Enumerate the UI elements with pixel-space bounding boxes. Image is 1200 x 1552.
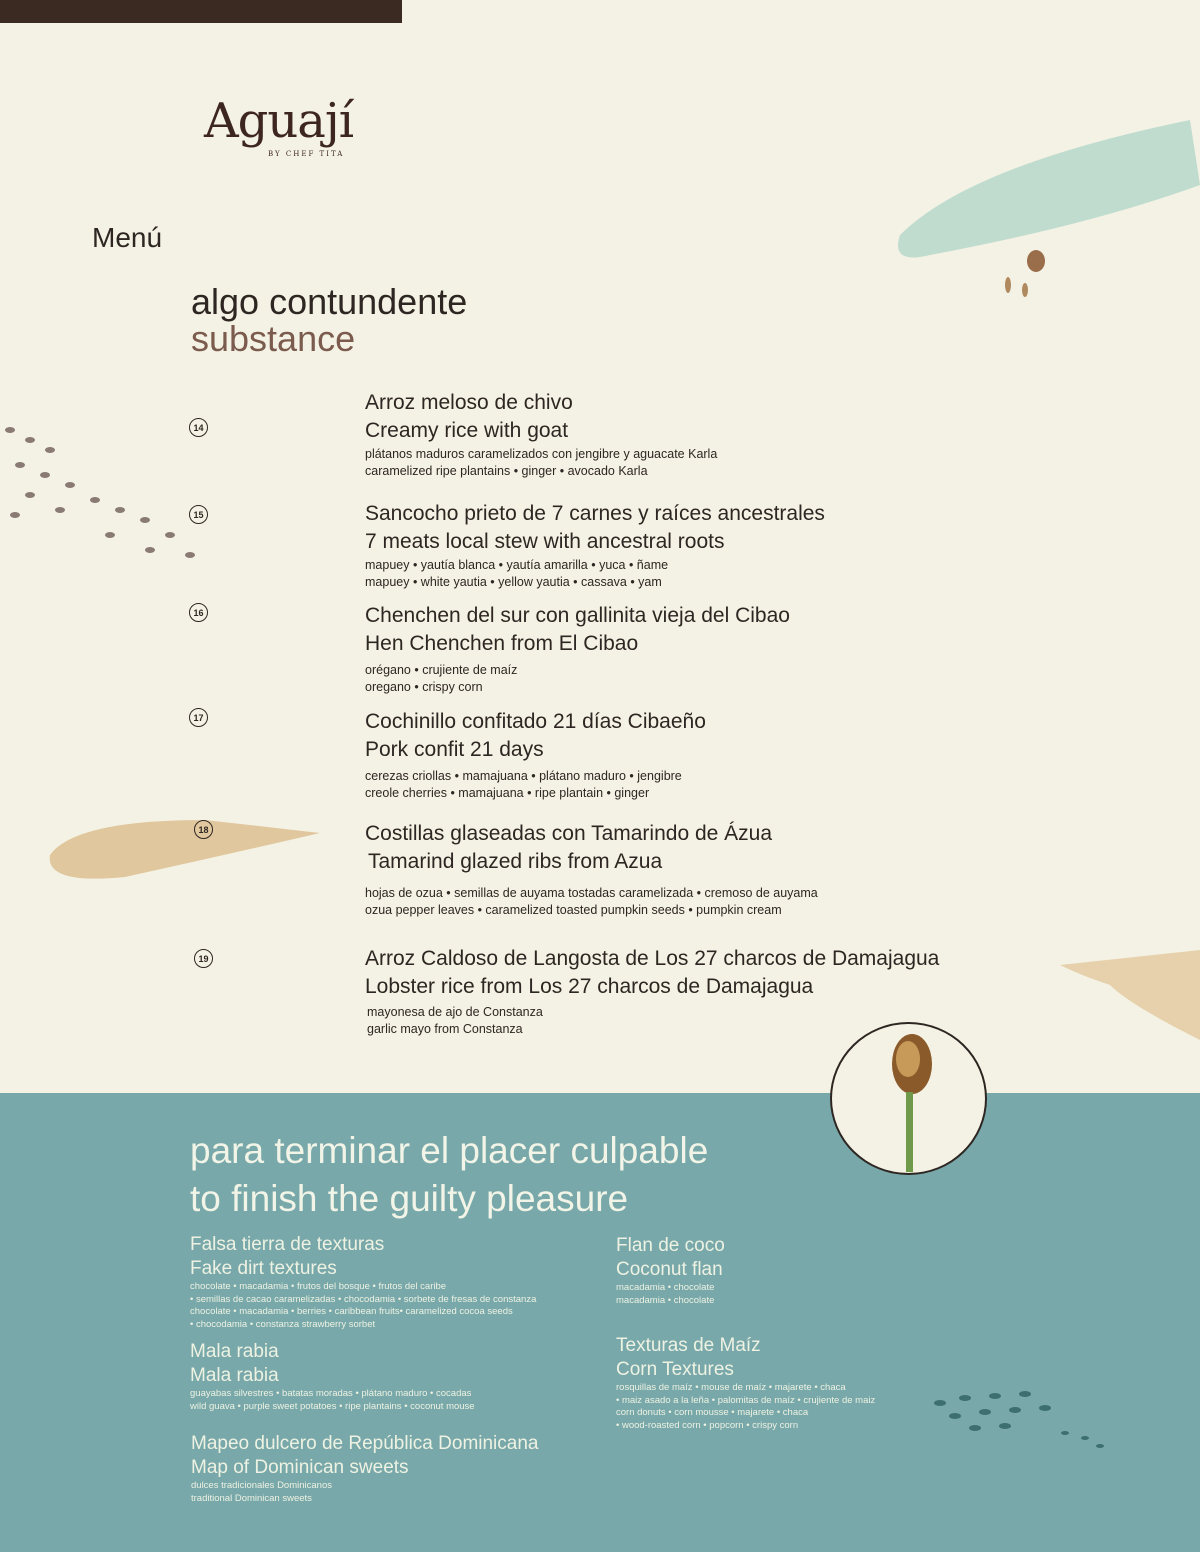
dish-desc-es: cerezas criollas • mamajuana • plátano maduro • jengibre xyxy=(365,769,682,783)
dessert-desc-line: chocolate • macadamia • berries • caribbean fruits• caramelized cocoa seeds xyxy=(190,1306,513,1317)
dessert-item xyxy=(191,1432,538,1505)
dish-number-badge: 14 xyxy=(189,418,208,437)
dish-item xyxy=(365,500,825,591)
dish-item xyxy=(365,389,717,480)
dessert-item xyxy=(190,1233,536,1331)
dessert-item xyxy=(616,1334,875,1432)
dish-title-es: Sancocho prieto de 7 carnes y raíces ancestrales xyxy=(365,502,825,525)
dessert-desc-line: • chocodamia • constanza strawberry sorbet xyxy=(190,1318,376,1330)
menu-title: Menú xyxy=(92,222,163,253)
dish-item xyxy=(365,820,818,919)
dessert-title-es: Mala rabia xyxy=(190,1341,279,1362)
dish-desc-en: creole cherries • mamajuana • ripe plantain • ginger xyxy=(365,786,650,800)
dish-title-en: 7 meats local stew with ancestral roots xyxy=(365,529,725,553)
dish-title-es: Cochinillo confitado 21 días Cibaeño xyxy=(365,710,706,733)
dessert-desc-line: traditional Dominican sweets xyxy=(191,1492,312,1504)
dish-number-badge: 19 xyxy=(194,949,213,968)
dish-item xyxy=(365,708,706,802)
dish-desc-en: ozua pepper leaves • caramelized toasted pumpkin seeds • pumpkin cream xyxy=(365,903,782,917)
dish-title-es: Chenchen del sur con gallinita vieja del Cibao xyxy=(365,604,790,627)
dish-desc-es: mapuey • yautía blanca • yautía amarilla • yuca • ñame xyxy=(365,558,669,572)
dessert-title-es: Texturas de Maíz xyxy=(616,1335,761,1356)
dessert-title-es: Mapeo dulcero de República Dominicana xyxy=(191,1433,539,1454)
section-title-en: substance xyxy=(191,318,356,359)
tan-brush-right-decoration xyxy=(1050,935,1200,1045)
dish-desc-en: oregano • crispy corn xyxy=(365,680,483,694)
dessert-desc-line: • semillas de cacao caramelizadas • chocodamia • sorbete de fresas de constanza xyxy=(190,1293,537,1305)
dish-desc-en: caramelized ripe plantains • ginger • avocado Karla xyxy=(365,464,648,478)
top-bar xyxy=(0,0,402,23)
dessert-item xyxy=(616,1234,725,1307)
dish-title-es: Costillas glaseadas con Tamarindo de Ázua xyxy=(365,822,773,845)
dish-title-es: Arroz Caldoso de Langosta de Los 27 charcos de Damajagua xyxy=(365,947,940,970)
dessert-desc-line: macadamia • chocolate xyxy=(616,1294,715,1306)
dessert-desc-line: wild guava • purple sweet potatoes • ripe plantains • coconut mouse xyxy=(190,1400,475,1412)
dish-title-en: Pork confit 21 days xyxy=(365,737,544,761)
dessert-item xyxy=(190,1340,475,1413)
dish-desc-es: mayonesa de ajo de Constanza xyxy=(367,1005,543,1019)
dish-desc-en: mapuey • white yautia • yellow yautia • cassava • yam xyxy=(365,575,662,589)
dessert-desc-line: • wood-roasted corn • popcorn • crispy corn xyxy=(616,1419,799,1431)
dish-item xyxy=(365,945,939,1038)
dessert-title-en: Map of Dominican sweets xyxy=(191,1457,409,1478)
dessert-section-title-es: para terminar el placer culpable xyxy=(190,1130,709,1171)
dessert-section-title-en: to finish the guilty pleasure xyxy=(190,1178,629,1219)
dish-number-badge: 17 xyxy=(189,708,208,727)
dish-title-en: Creamy rice with goat xyxy=(365,418,569,442)
dish-title-es: Arroz meloso de chivo xyxy=(365,391,573,414)
dessert-title-en: Mala rabia xyxy=(190,1365,279,1386)
dessert-desc-line: corn donuts • corn mousse • majarete • chaca xyxy=(616,1407,809,1418)
dessert-desc-line: chocolate • macadamia • frutos del bosque • frutos del caribe xyxy=(190,1281,447,1292)
dish-desc-en: garlic mayo from Constanza xyxy=(367,1022,523,1036)
dish-desc-es: hojas de ozua • semillas de auyama tostadas caramelizada • cremoso de auyama xyxy=(365,886,818,900)
dish-title-en: Hen Chenchen from El Cibao xyxy=(365,631,639,655)
dessert-desc-line: • maiz asado a la leña • palomitas de maíz • crujiente de maiz xyxy=(616,1394,876,1406)
dish-title-en: Lobster rice from Los 27 charcos de Damajagua xyxy=(365,974,814,998)
dish-number-badge: 18 xyxy=(194,820,213,839)
dessert-desc-line: macadamia • chocolate xyxy=(616,1282,715,1293)
dots-decoration xyxy=(0,415,210,575)
tan-brush-decoration xyxy=(45,815,325,885)
dish-item xyxy=(365,602,790,696)
dish-desc-es: orégano • crujiente de maíz xyxy=(365,663,518,677)
dessert-title-en: Corn Textures xyxy=(616,1359,734,1380)
dessert-title-en: Coconut flan xyxy=(616,1259,723,1280)
dish-number-badge: 15 xyxy=(189,505,208,524)
spoon-illustration xyxy=(830,1022,987,1175)
teal-dots-decoration xyxy=(925,1388,1115,1453)
dessert-desc-line: guayabas silvestres • batatas moradas • plátano maduro • cocadas xyxy=(190,1388,472,1399)
dessert-title-en: Fake dirt textures xyxy=(190,1258,337,1279)
dish-number-badge: 16 xyxy=(189,603,208,622)
dessert-title-es: Falsa tierra de texturas xyxy=(190,1234,385,1255)
dessert-desc-line: rosquillas de maíz • mouse de maíz • majarete • chaca xyxy=(616,1382,846,1393)
dish-title-en: Tamarind glazed ribs from Azua xyxy=(368,849,663,873)
brand-tagline: BY CHEF TITA xyxy=(268,150,345,158)
section-title-es: algo contundente xyxy=(191,281,468,322)
dish-desc-es: plátanos maduros caramelizados con jengibre y aguacate Karla xyxy=(365,447,718,461)
brand-logo: Aguají xyxy=(204,93,354,149)
dessert-desc-line: dulces tradicionales Dominicanos xyxy=(191,1480,332,1491)
dessert-title-es: Flan de coco xyxy=(616,1235,725,1256)
teal-brush-decoration xyxy=(890,115,1200,305)
